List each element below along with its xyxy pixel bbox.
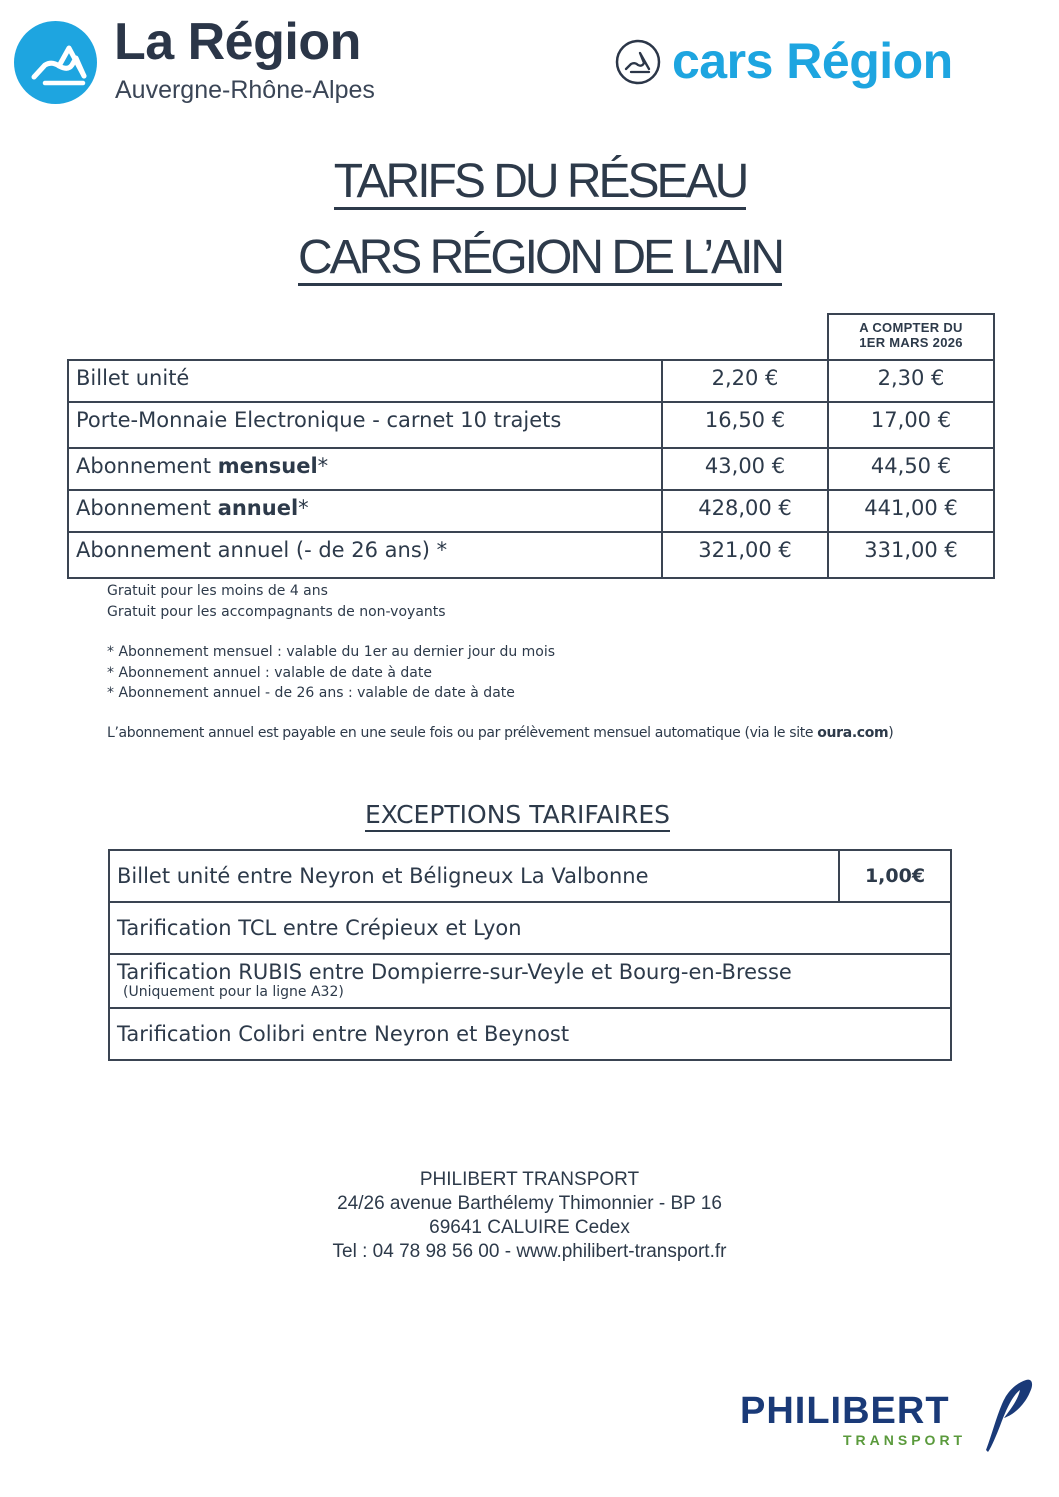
exception-price: 1,00€ [839,850,951,902]
new-price-column-header: A COMPTER DU 1ER MARS 2026 [828,314,994,360]
note-line: * Abonnement mensuel : valable du 1er au dernier jour du mois [107,644,556,660]
region-logo-subtitle: Auvergne-Rhône-Alpes [115,76,375,104]
region-logo-title: La Région [114,13,361,71]
page-title-line-2: CARS RÉGION DE L’AIN [297,231,783,284]
cars-region-logo [612,33,1032,92]
philibert-logo [738,1372,1038,1462]
current-price: 321,00 € [662,532,828,578]
current-price: 16,50 € [662,402,828,448]
note-line: Gratuit pour les accompagnants de non-voyants [107,603,446,620]
footer-address [0,1168,1059,1264]
table-row [68,360,994,402]
fare-label: Abonnement mensuel* [68,448,662,490]
footer-city: 69641 CALUIRE Cedex [429,1217,630,1238]
price-table [67,313,995,579]
region-mountain-icon [14,21,97,104]
page-title-line-1: TARIFS DU RÉSEAU [333,155,747,208]
exception-label: Tarification Colibri entre Neyron et Beynost [109,1008,951,1060]
philibert-leaf-icon [976,1374,1036,1454]
fare-label: Abonnement annuel (- de 26 ans) * [68,532,662,578]
new-price: 441,00 € [828,490,994,532]
philibert-logo-name: PHILIBERT [740,1390,950,1432]
new-price: 17,00 € [828,402,994,448]
current-price: 428,00 € [662,490,828,532]
cars-mountain-icon [615,39,659,83]
table-row [109,902,951,954]
la-region-logo [14,13,414,110]
cars-region-logo-text: cars Région [672,33,953,89]
current-price: 2,20 € [662,360,828,402]
validity-notes [107,642,555,704]
fare-label: Billet unité [68,360,662,402]
exception-label: Tarification RUBIS entre Dompierre-sur-Veyle et Bourg-en-Bresse (Uniquement pour la ligne A32) [109,954,951,1008]
current-price: 43,00 € [662,448,828,490]
table-row [68,490,994,532]
philibert-logo-sub: TRANSPORT [843,1432,967,1448]
fare-label: Porte-Monnaie Electronique - carnet 10 trajets [68,402,662,448]
footer-company: PHILIBERT TRANSPORT [419,1169,640,1190]
fare-label: Abonnement annuel* [68,490,662,532]
new-price: 2,30 € [828,360,994,402]
table-row [109,954,951,1008]
free-notes [107,581,446,622]
note-line: * Abonnement annuel - de 26 ans : valable de date à date [107,685,515,701]
table-row [109,1008,951,1060]
exception-note: (Uniquement pour la ligne A32) [123,984,344,1000]
table-row [68,532,994,578]
footer-street: 24/26 avenue Barthélemy Thimonnier - BP 16 [337,1193,722,1214]
new-price: 44,50 € [828,448,994,490]
payment-note: L’abonnement annuel est payable en une seule fois ou par prélèvement mensuel automatique (via le site oura.com) [107,725,894,741]
table-row [68,402,994,448]
footer-contact: Tel : 04 78 98 56 00 - www.philibert-transport.fr [332,1241,727,1262]
table-row [68,448,994,490]
exception-label: Tarification TCL entre Crépieux et Lyon [109,902,951,954]
table-row [109,850,951,902]
exceptions-table [108,849,952,1061]
oura-link[interactable]: oura.com [817,725,889,741]
exceptions-title: EXCEPTIONS TARIFAIRES [0,800,1035,832]
note-line: * Abonnement annuel : valable de date à date [107,664,432,681]
new-price: 331,00 € [828,532,994,578]
exception-label: Billet unité entre Neyron et Béligneux La Valbonne [109,850,839,902]
note-line: Gratuit pour les moins de 4 ans [107,583,328,599]
